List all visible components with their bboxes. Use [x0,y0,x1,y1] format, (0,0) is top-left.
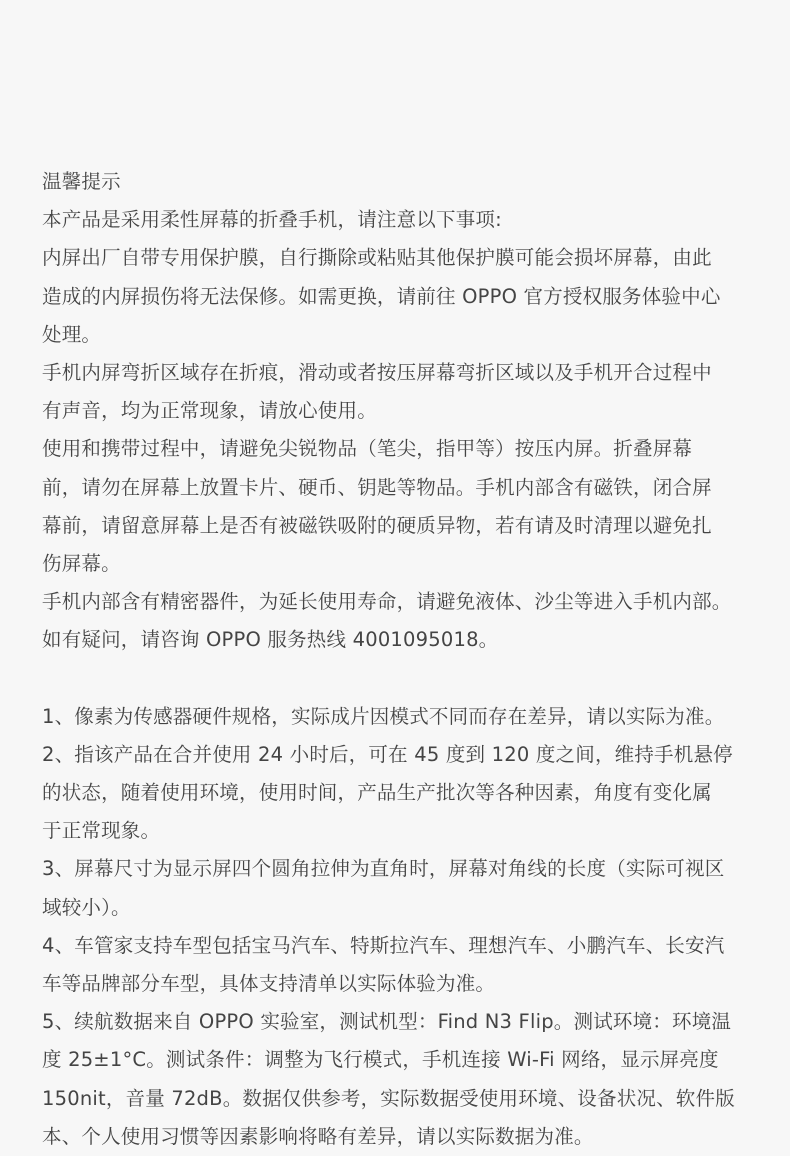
tips-line: 手机内屏弯折区域存在折痕，滑动或者按压屏幕弯折区域以及手机开合过程中 [42,360,712,384]
tips-line: 如有疑问，请咨询 OPPO 服务热线 4001095018。 [42,628,499,652]
footnote-line: 3、屏幕尺寸为显示屏四个圆角拉伸为直角时，屏幕对角线的长度（实际可视区 [42,857,725,881]
tips-line: 造成的内屏损伤将无法保修。如需更换，请前往 OPPO 官方授权服务体验中心 [42,284,721,308]
section-spacer [42,659,750,697]
tips-line: 使用和携带过程中，请避免尖锐物品（笔尖，指甲等）按压内屏。折叠屏幕 [42,437,693,461]
tips-line: 幕前，请留意屏幕上是否有被磁铁吸附的硬质异物，若有请及时清理以避免扎 [42,513,712,537]
footnote-line: 1、像素为传感器硬件规格，实际成片因模式不同而存在差异，请以实际为准。 [42,704,725,728]
tips-line: 前，请勿在屏幕上放置卡片、硬币、钥匙等物品。手机内部含有磁铁，闭合屏 [42,475,712,499]
tips-line: 内屏出厂自带专用保护膜，自行撕除或粘贴其他保护膜可能会损坏屏幕，由此 [42,246,712,270]
tips-line: 本产品是采用柔性屏幕的折叠手机，请注意以下事项: [42,208,502,232]
footnote-line: 4、车管家支持车型包括宝马汽车、特斯拉汽车、理想汽车、小鹏汽车、长安汽 [42,933,725,957]
footnote-line: 5、续航数据来自 OPPO 实验室，测试机型：Find N3 Flip。测试环境：环境温 [42,1010,732,1034]
tips-heading: 温馨提示 [42,170,121,193]
tips-line: 有声音，均为正常现象，请放心使用。 [42,399,377,423]
footnote-line: 车等品牌部分车型，具体支持清单以实际体验为准。 [42,971,496,995]
footnote-line: 的状态，随着使用环境，使用时间，产品生产批次等各种因素，角度有变化属 [42,781,712,804]
tips-line: 处理。 [42,322,102,346]
tips-line: 伤屏幕。 [42,551,121,575]
footnote-line: 域较小）。 [42,895,131,919]
footnote-line: 150nit，音量 72dB。数据仅供参考，实际数据受使用环境、设备状况、软件版 [42,1086,735,1110]
tips-line: 手机内部含有精密器件，为延长使用寿命，请避免液体、沙尘等进入手机内部。 [42,590,732,614]
disclaimer-text [42,163,750,1156]
footnote-line: 2、指该产品在合并使用 24 小时后，可在 45 度到 120 度之间，维持手机悬停 [42,742,733,766]
footnote-line: 于正常现象。 [42,819,161,843]
footnote-line: 度 25±1°C。测试条件：调整为飞行模式，手机连接 Wi-Fi 网络，显示屏亮度 [42,1048,719,1072]
footnote-line: 本、个人使用习惯等因素影响将略有差异，请以实际数据为准。 [42,1124,594,1148]
